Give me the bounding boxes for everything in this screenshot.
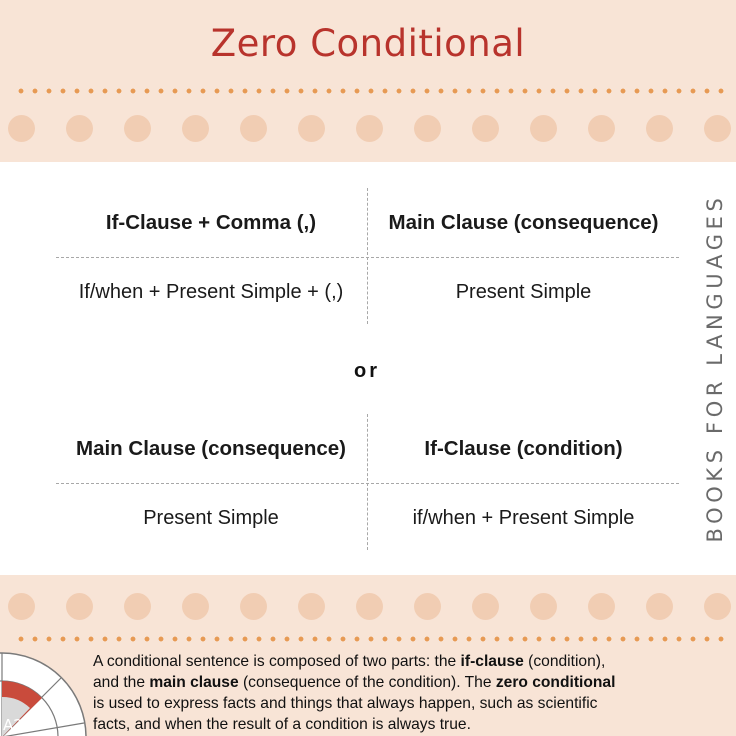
decorative-circle [588,593,615,620]
table2-cell-if-clause: if/when + Present Simple [412,507,635,529]
decorative-circle [646,593,673,620]
description-line-4: facts, and when the result of a condition is always true. [93,716,471,733]
decorative-circle [414,593,441,620]
decorative-circle [298,593,325,620]
decorative-circle [472,115,499,142]
table2-header-if-clause: If-Clause (condition) [424,437,623,460]
decorative-circle [8,115,35,142]
decorative-circle [356,593,383,620]
description-paragraph [93,651,705,735]
decorative-circle [66,115,93,142]
decorative-circle [240,115,267,142]
table1-header-if-clause: If-Clause + Comma (,) [105,211,317,234]
decorative-circle [646,115,673,142]
table1-header-main-clause: Main Clause (consequence) [388,211,659,234]
table1-row-divider [56,257,679,258]
table2-header-main-clause: Main Clause (consequence) [76,437,346,460]
decorative-circle [472,593,499,620]
dotted-divider-top [14,88,726,94]
level-badge-text: A2 [3,716,23,734]
circle-pattern-bottom [0,593,736,621]
decorative-circle [182,115,209,142]
description-line-3: is used to express facts and things that always happen, such as scientific [93,695,598,712]
page-title: Zero Conditional [210,22,526,65]
decorative-circle [124,115,151,142]
decorative-circle [530,115,557,142]
decorative-circle [240,593,267,620]
decorative-circle [356,115,383,142]
decorative-circle [124,593,151,620]
decorative-circle [704,115,731,142]
table2-cell-main-clause: Present Simple [143,507,279,529]
dotted-divider-bottom [14,636,726,642]
decorative-circle [704,593,731,620]
table2-row-divider [56,483,679,484]
description-line-2: and the main clause (consequence of the condition). The zero conditional [93,674,616,691]
description-line-1: A conditional sentence is composed of two parts: the if-clause (condition), [93,653,606,670]
table1-cell-if-clause: If/when + Present Simple + (,) [78,281,344,303]
decorative-circle [414,115,441,142]
circle-pattern-top [0,115,736,143]
brand-vertical-label [700,184,730,552]
decorative-circle [182,593,209,620]
brand-text: BOOKS FOR LANGUAGES [703,193,727,543]
decorative-circle [530,593,557,620]
decorative-circle [298,115,325,142]
decorative-circle [588,115,615,142]
decorative-circle [66,593,93,620]
or-separator: or [354,360,380,382]
decorative-circle [8,593,35,620]
table1-cell-main-clause: Present Simple [455,281,592,303]
